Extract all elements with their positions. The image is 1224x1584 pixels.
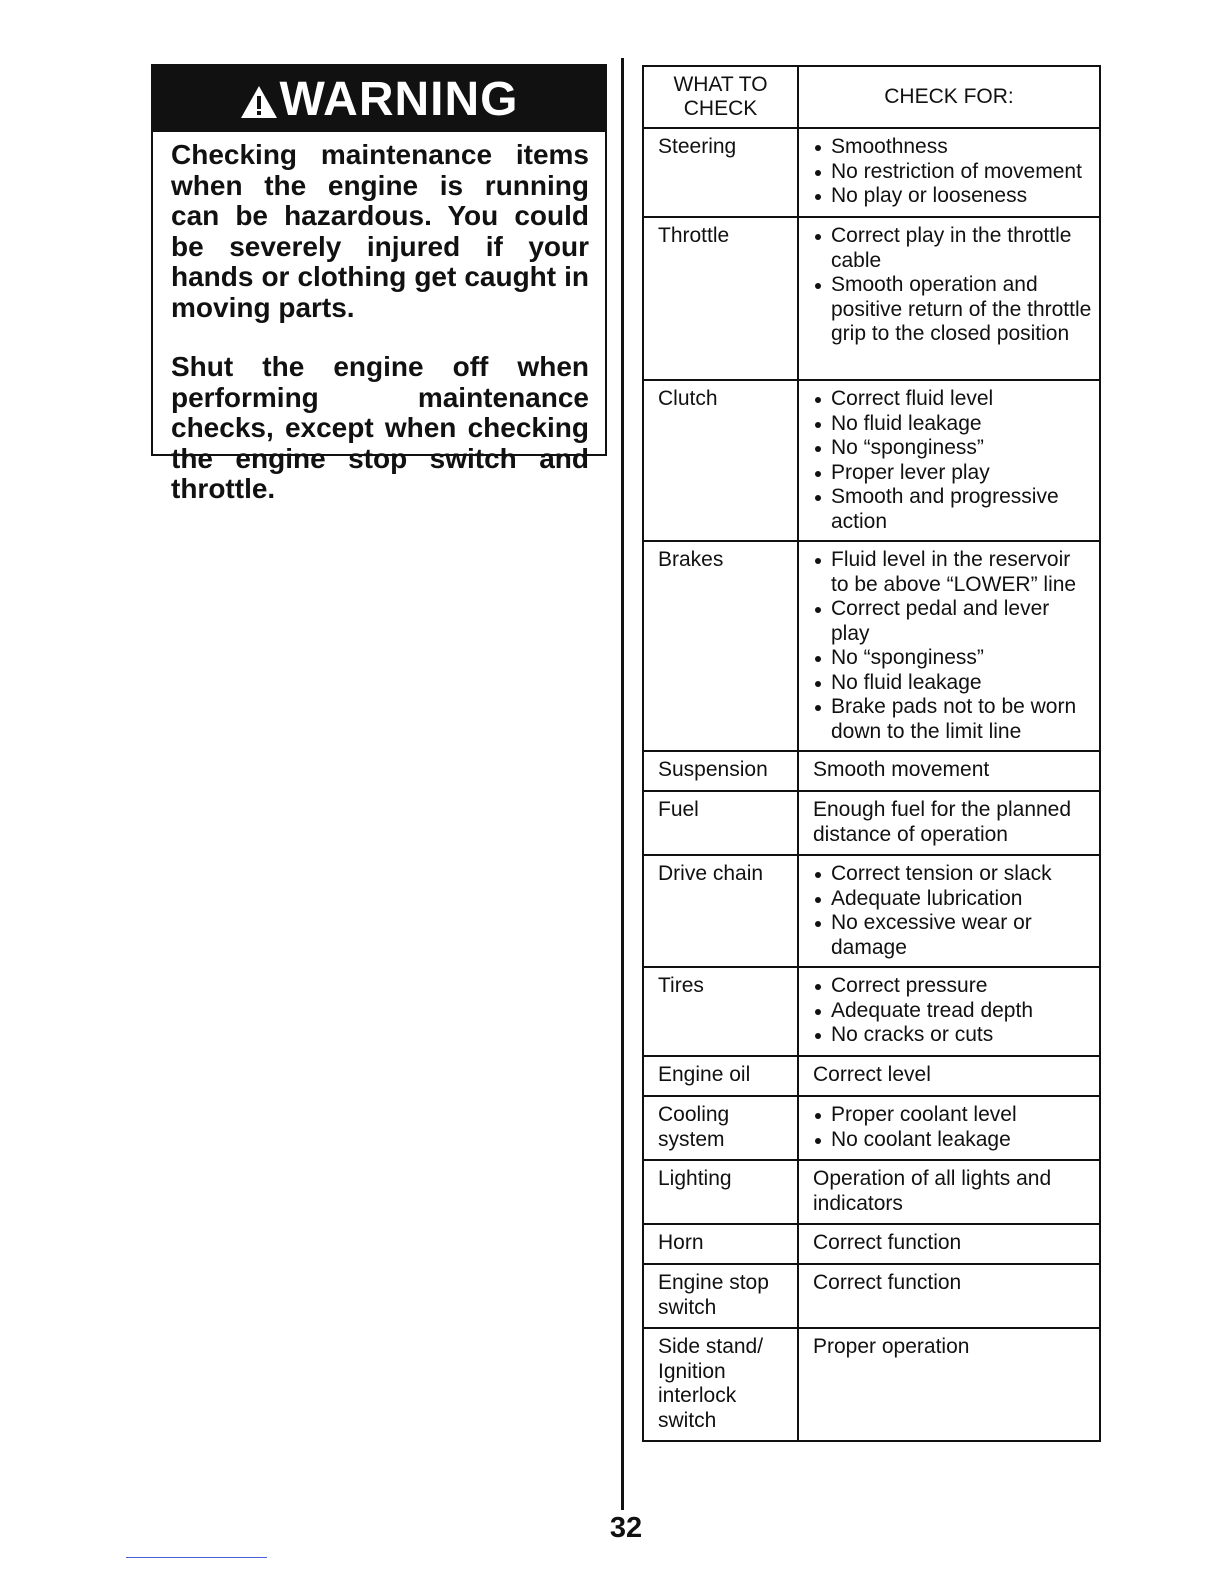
check-item: Fuel (643, 791, 798, 855)
warning-paragraph: Checking maintenance items when the engine is running can be hazardous. You could be severely injured if your hands or clothing get caught in moving parts. (171, 139, 589, 323)
check-list-item: No coolant leakage (813, 1128, 1093, 1153)
check-criteria: Enough fuel for the planned distance of operation (798, 791, 1100, 855)
check-item: Tires (643, 967, 798, 1056)
check-item: Engine stop switch (643, 1264, 798, 1328)
check-criteria (798, 855, 1100, 967)
check-list-item: No excessive wear or damage (813, 911, 1093, 960)
check-list-item: No fluid leakage (813, 671, 1093, 696)
warning-body (153, 132, 605, 505)
check-item: Suspension (643, 751, 798, 791)
check-list-item: Smooth operation and positive return of the throttle grip to the closed position (813, 273, 1093, 347)
warning-title: WARNING (279, 72, 519, 126)
footer-line (126, 1557, 267, 1558)
check-list-item: Proper coolant level (813, 1103, 1093, 1128)
check-list (813, 1103, 1093, 1152)
table-row (643, 1224, 1100, 1264)
maintenance-check-table (642, 65, 1101, 1442)
table-row (643, 380, 1100, 541)
table-row (643, 128, 1100, 217)
check-item: Horn (643, 1224, 798, 1264)
check-criteria (798, 217, 1100, 380)
table-row (643, 1096, 1100, 1160)
check-criteria (798, 1096, 1100, 1160)
check-list-item: Correct fluid level (813, 387, 1093, 412)
check-list-item: No cracks or cuts (813, 1023, 1093, 1048)
check-item: Drive chain (643, 855, 798, 967)
check-criteria (798, 967, 1100, 1056)
check-list-item: Smooth and progressive action (813, 485, 1093, 534)
header-check-for: CHECK FOR: (798, 66, 1100, 128)
check-list (813, 974, 1093, 1048)
check-list-item: Correct tension or slack (813, 862, 1093, 887)
check-criteria: Correct function (798, 1264, 1100, 1328)
check-list-item: No restriction of movement (813, 160, 1093, 185)
check-list-item: Proper lever play (813, 461, 1093, 486)
table-row (643, 1328, 1100, 1441)
check-item: Brakes (643, 541, 798, 751)
table-row (643, 967, 1100, 1056)
check-list-item: No play or looseness (813, 184, 1093, 209)
header-what-to-check: WHAT TO CHECK (643, 66, 798, 128)
table-header-row (643, 66, 1100, 128)
check-list-item: Correct play in the throttle cable (813, 224, 1093, 273)
check-list-item: No “sponginess” (813, 646, 1093, 671)
check-criteria: Correct function (798, 1224, 1100, 1264)
check-list (813, 135, 1093, 209)
table-row (643, 751, 1100, 791)
table-row (643, 1264, 1100, 1328)
check-list-item: Adequate tread depth (813, 999, 1093, 1024)
check-list-item: Fluid level in the reservoir to be above “LOWER” line (813, 548, 1093, 597)
table-row (643, 541, 1100, 751)
page-number: 32 (609, 1512, 643, 1544)
check-criteria: Correct level (798, 1056, 1100, 1096)
check-list (813, 862, 1093, 960)
check-list-item: Correct pressure (813, 974, 1093, 999)
check-criteria (798, 380, 1100, 541)
check-list (813, 387, 1093, 534)
warning-box (151, 64, 607, 504)
check-criteria (798, 541, 1100, 751)
check-criteria: Proper operation (798, 1328, 1100, 1441)
check-item: Lighting (643, 1160, 798, 1224)
check-list-item: Smoothness (813, 135, 1093, 160)
check-item: Cooling system (643, 1096, 798, 1160)
column-divider (621, 58, 624, 1510)
check-list-item: Brake pads not to be worn down to the limit line (813, 695, 1093, 744)
warning-paragraph: Shut the engine off when performing maintenance checks, except when checking the engine stop switch and throttle. (171, 351, 589, 504)
check-item: Side stand/ Ignition interlock switch (643, 1328, 798, 1441)
check-item: Clutch (643, 380, 798, 541)
check-list-item: Correct pedal and lever play (813, 597, 1093, 646)
check-list (813, 224, 1093, 347)
check-list-item: No fluid leakage (813, 412, 1093, 437)
table-row (643, 217, 1100, 380)
check-list (813, 548, 1093, 744)
check-criteria: Smooth movement (798, 751, 1100, 791)
table-row (643, 791, 1100, 855)
table-row (643, 1056, 1100, 1096)
table-row (643, 1160, 1100, 1224)
table-row (643, 855, 1100, 967)
alert-triangle-icon (240, 85, 278, 119)
check-criteria: Operation of all lights and indicators (798, 1160, 1100, 1224)
check-item: Steering (643, 128, 798, 217)
check-list-item: Adequate lubrication (813, 887, 1093, 912)
check-criteria (798, 128, 1100, 217)
warning-header (153, 66, 605, 132)
check-item: Engine oil (643, 1056, 798, 1096)
check-list-item: No “sponginess” (813, 436, 1093, 461)
check-item: Throttle (643, 217, 798, 380)
table-body (643, 128, 1100, 1441)
